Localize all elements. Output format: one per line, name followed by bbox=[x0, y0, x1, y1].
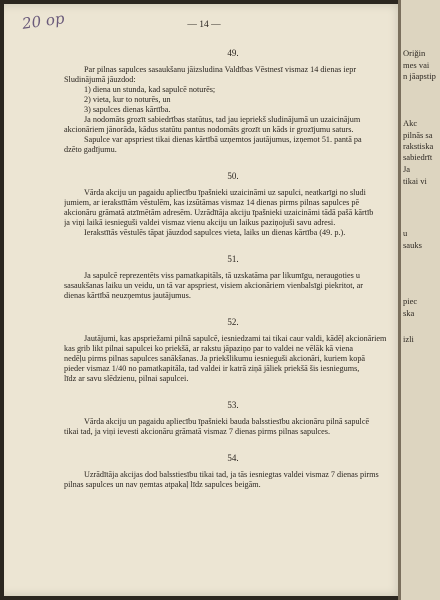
paragraph-line: pieder vismaz 1/40 no pamatkapitāla, tad valdei ir katrā ziņā jāliek priekšā šis iesniegums, bbox=[64, 364, 360, 373]
adjacent-text-fragment: sauks bbox=[403, 240, 422, 250]
section-53 bbox=[64, 400, 402, 437]
adjacent-text-fragment: Akc bbox=[403, 118, 418, 128]
paragraph-line: nedēļu pirms pilnas sapulces sanākšanas. Ja priekšlikumu iesnieguši akcionāri, kuriem kopā bbox=[64, 354, 366, 363]
section-number: 52. bbox=[227, 317, 239, 327]
section-number: 53. bbox=[227, 400, 239, 410]
paragraph-line: kas grib likt pilnai sapulcei ko priekšā, ar rakstu jāpaziņo par to valdei ne vēlāk kā viena bbox=[64, 344, 353, 353]
handwritten-note: 20 op bbox=[20, 9, 66, 33]
section-51 bbox=[64, 254, 402, 301]
section-number: 49. bbox=[227, 48, 239, 58]
paragraph-line: pilnas sapulces un nav ņemtas atpakaļ līdz sapulces beigām. bbox=[64, 480, 261, 489]
paragraph-line: Vārda akciju un pagaidu apliecību īpašnieki uzaicināmi uz sapulci, neatkarīgi no sludi bbox=[84, 188, 366, 197]
adjacent-text-fragment: ska bbox=[403, 308, 415, 318]
paragraph-line: akcionāru grāmatā atzīmētām adresēm. Uzrādītāja akciju īpašnieki uzaicināmi tādā pašā kārtīb bbox=[64, 208, 374, 217]
paragraph-line: Uzrādītāja akcijas dod balsstiesību tikai tad, ja tās iesniegtas valdei vismaz 7 dienas pirms bbox=[84, 470, 379, 479]
paragraph-line: līdz ar savu slēdzienu, pilnai sapulcei. bbox=[64, 374, 189, 383]
section-52 bbox=[64, 317, 402, 384]
adjacent-text-fragment: u bbox=[403, 228, 408, 238]
section-number: 50. bbox=[227, 171, 239, 181]
paragraph-line: Vārda akciju un pagaidu apliecību īpašnieki bauda balsstiesību akcionāru pilnā sapulcē bbox=[84, 417, 370, 426]
section-54 bbox=[64, 453, 402, 490]
adjacent-text-fragment: tikai vi bbox=[403, 176, 427, 186]
page-number: — 14 — bbox=[187, 20, 221, 30]
section-50 bbox=[64, 171, 402, 238]
paragraph-line: Sapulce var apspriest tikai dienas kārtībā uzņemtos jautājumus, izņemot 51. pantā pa bbox=[84, 135, 362, 144]
paragraph-line: dienas kārtībā neuzņemtus jautājumus. bbox=[64, 291, 191, 300]
paragraph-line: sasaukšanas laiku un veidu, un tā var apspriest, visiem akcionāriem vienbalsīgi piekritot, ar bbox=[64, 281, 363, 290]
paragraph-line: Jautājumi, kas apspriežami pilnā sapulcē, iesniedzami tai tikai caur valdi, kādēļ akcionāriem bbox=[84, 334, 387, 343]
paragraph-line: jumiem, ar ierakstītām vēstulēm, kas izsūtāmas vismaz 14 dienas pirms pilnas sapulces pē bbox=[64, 198, 360, 207]
adjacent-text-fragment: pilnās sa bbox=[403, 130, 433, 140]
list-item: 3) sapulces dienas kārtība. bbox=[84, 105, 171, 114]
paragraph-line: Sludinājumā jāuzdod: bbox=[64, 75, 136, 84]
adjacent-page-edge bbox=[398, 0, 440, 600]
section-number: 51. bbox=[227, 254, 239, 264]
list-item: 1) diena un stunda, kad sapulcē noturēs; bbox=[84, 85, 216, 94]
paragraph-line: akcionāriem jānorāda, kādus statūtu pantus nodomāts grozīt un kāds ir grozījumu saturs. bbox=[64, 125, 354, 134]
paragraph-line: Ierakstītās vēstulēs tāpat jāuzdod sapulces vieta, laiks un dienas kārtība (49. p.). bbox=[84, 228, 346, 237]
paragraph-line: Par pilnas sapulces sasaukšanu jāizsludina Valdības Vēstnesī vismaz 14 dienas iepr bbox=[84, 65, 357, 74]
section-49 bbox=[64, 48, 402, 155]
adjacent-text-fragment: n jāapstip bbox=[403, 71, 436, 81]
adjacent-text-fragment: Oriğin bbox=[403, 48, 426, 58]
paragraph-line: ja viņi laikā iesnieguši valdei vismaz vienu akciju un laikus paziņojuši savu adresi. bbox=[64, 218, 336, 227]
page-content bbox=[64, 48, 402, 490]
paragraph-line: Ja nodomāts grozīt sabiedrības statūtus, tad jau iepriekš sludinājumā un uzaicinājum bbox=[84, 115, 361, 124]
adjacent-text-fragment: mes vai bbox=[403, 60, 430, 70]
adjacent-text-fragment: Ja bbox=[403, 164, 411, 174]
document-page bbox=[4, 4, 404, 596]
paragraph-line: Ja sapulcē reprezentēts viss pamatkapitāls, tā uzskatāma par likumīgu, neraugoties u bbox=[84, 271, 361, 280]
adjacent-text-fragment: izli bbox=[403, 334, 414, 344]
adjacent-text-fragment: sabiedrīt bbox=[403, 152, 433, 162]
section-number: 54. bbox=[227, 453, 239, 463]
list-item: 2) vieta, kur to noturēs, un bbox=[84, 95, 171, 104]
adjacent-text-fragment: piec bbox=[403, 296, 418, 306]
paragraph-line: tikai tad, ja viņi ievesti akcionāru grāmatā vismaz 7 dienas pirms pilnas sapulces. bbox=[64, 427, 331, 436]
adjacent-text-fragment: rakstiska bbox=[403, 141, 434, 151]
paragraph-line: dzēto gadījumu. bbox=[64, 145, 117, 154]
